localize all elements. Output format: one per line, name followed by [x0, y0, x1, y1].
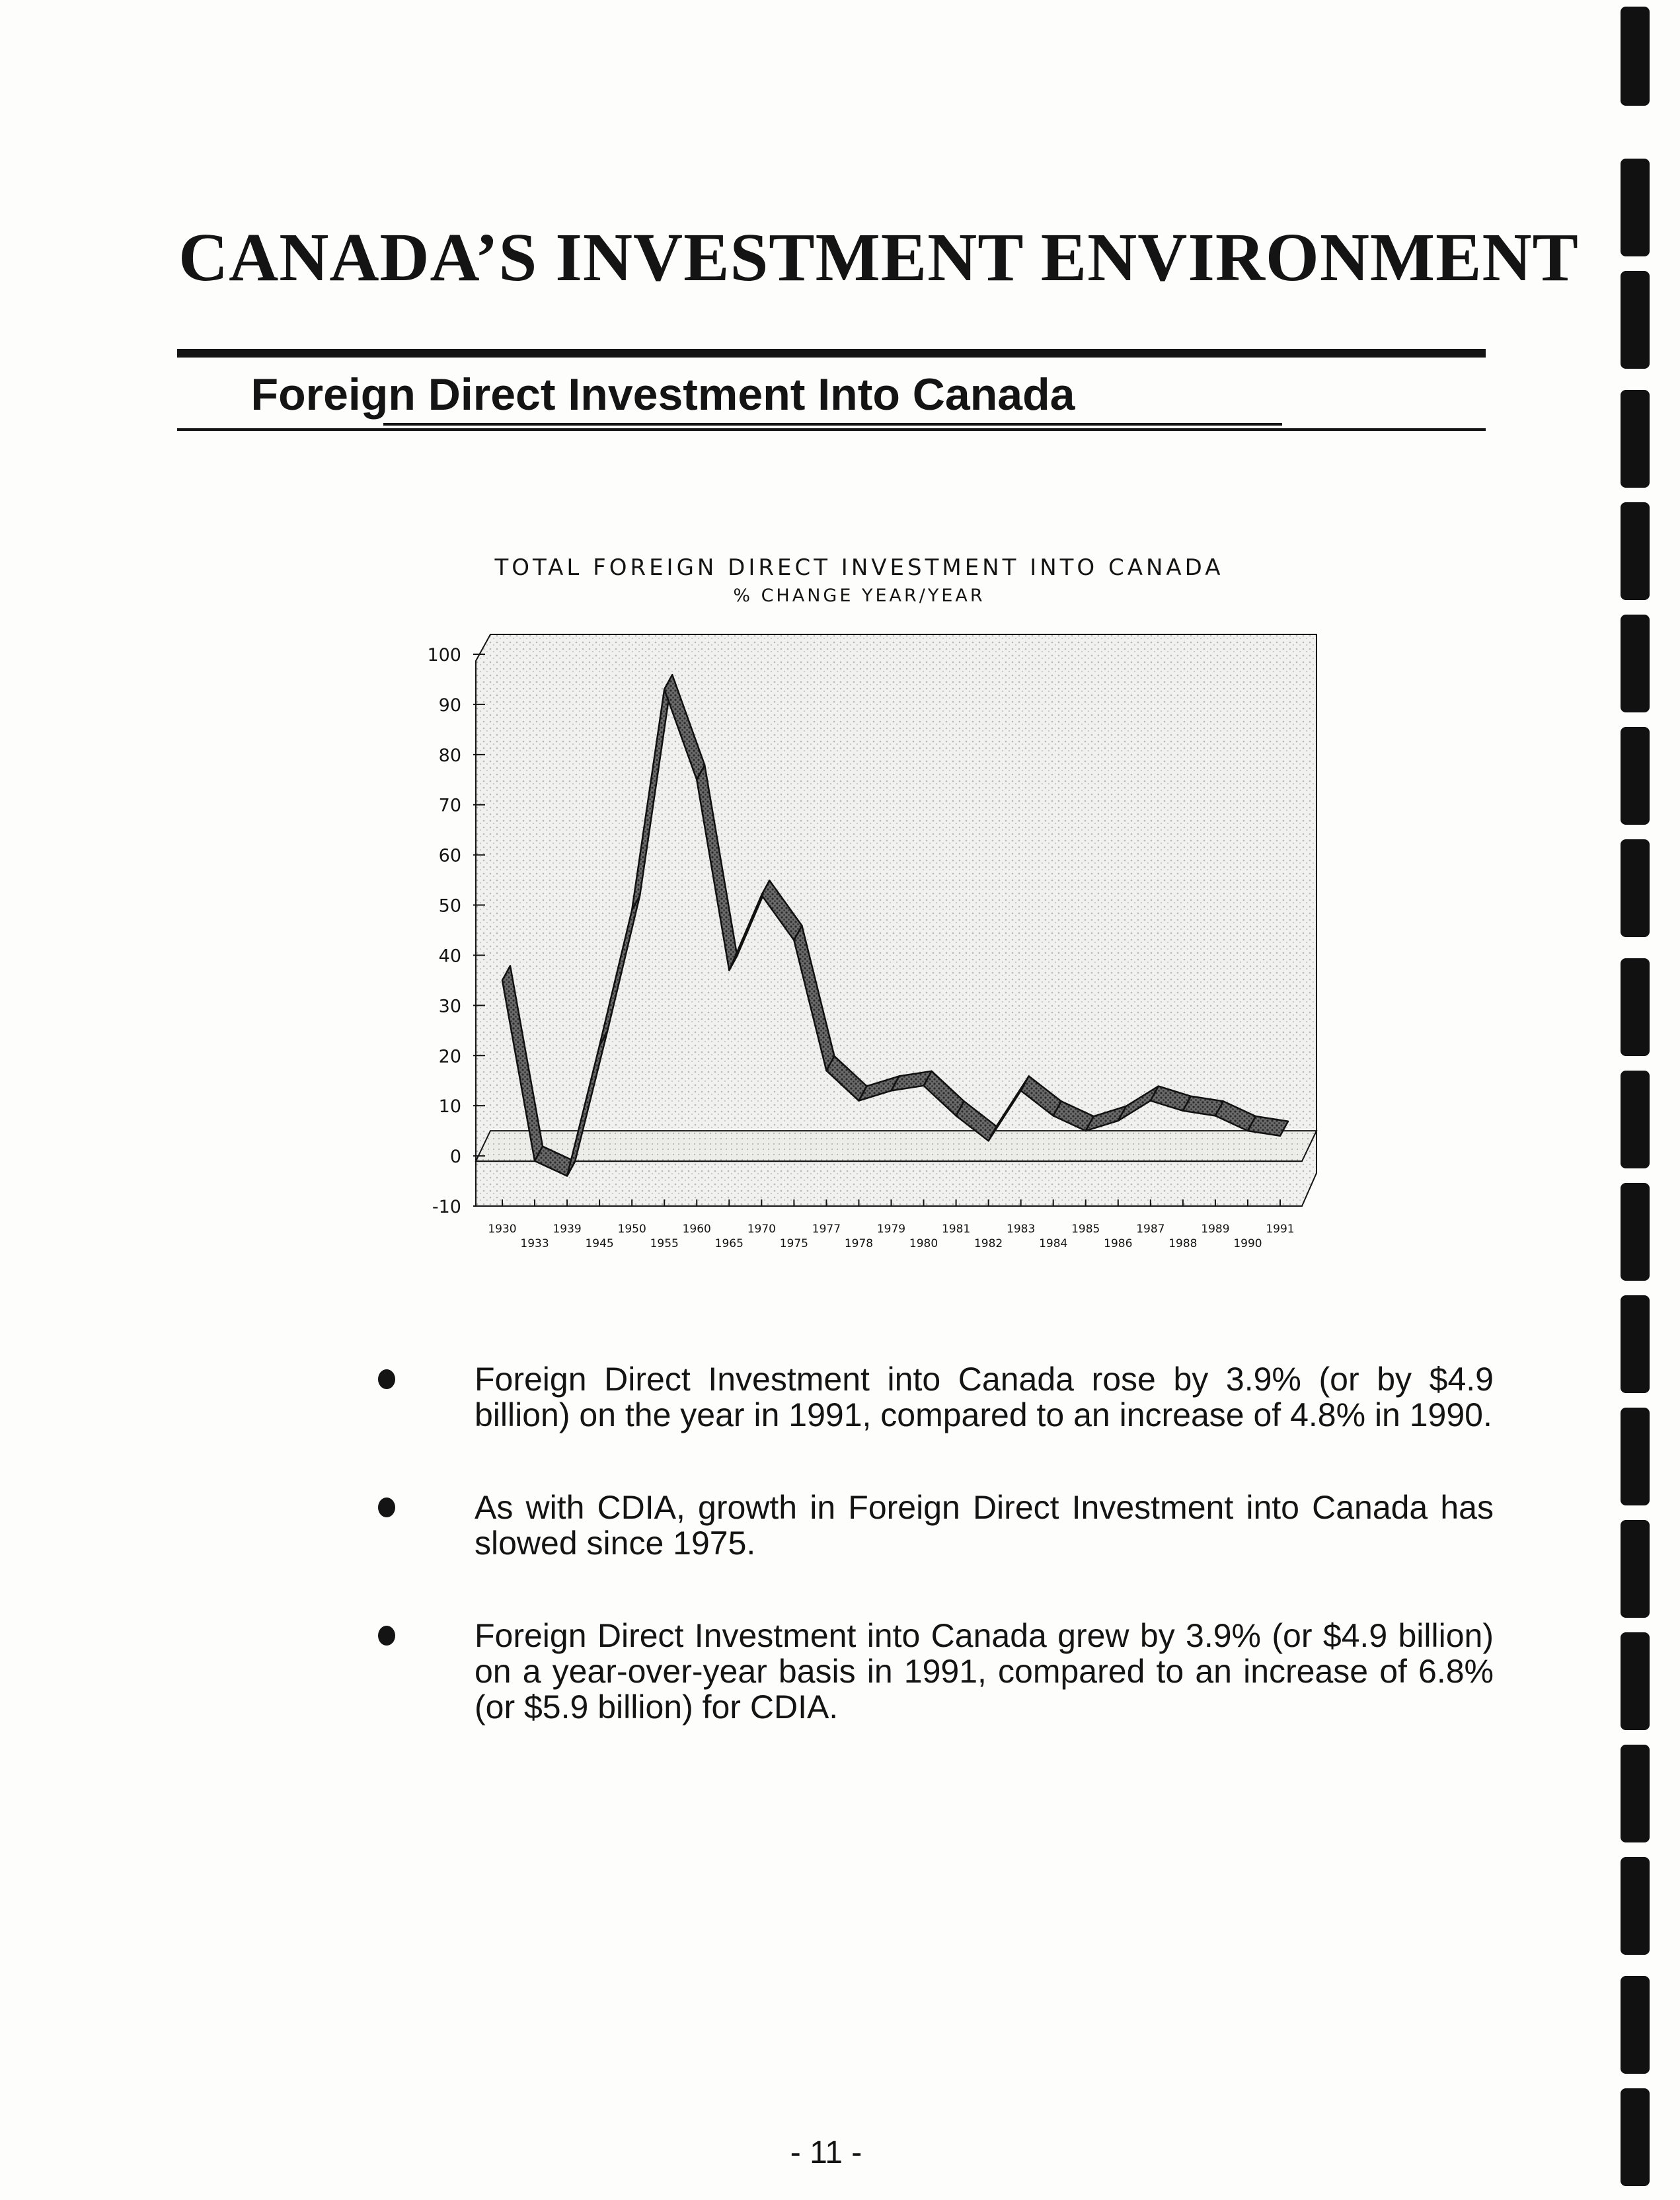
binding-tab [1621, 1183, 1650, 1281]
binding-tab [1621, 1857, 1650, 1955]
x-tick-label: 1986 [1104, 1237, 1133, 1250]
x-tick-label: 1985 [1071, 1223, 1100, 1236]
x-tick-label: 1984 [1039, 1237, 1068, 1250]
x-tick-label: 1990 [1233, 1237, 1262, 1250]
section-subtitle: Foreign Direct Investment Into Canada [250, 369, 1075, 420]
bullet-item [357, 1618, 1494, 1725]
binding-tab [1621, 727, 1650, 825]
x-tick-label: 1982 [974, 1237, 1003, 1250]
y-tick-label: 60 [438, 845, 461, 866]
binding-tab [1621, 159, 1650, 256]
x-tick-label: 1988 [1168, 1237, 1198, 1250]
x-tick-label: 1980 [909, 1237, 938, 1250]
chart-zero-plane [476, 1131, 1317, 1161]
y-tick-label: 40 [438, 946, 461, 967]
binding-tab [1621, 1745, 1650, 1842]
bullet-text: Foreign Direct Investment into Canada grew by 3.9% (or $4.9 billion) on a year-over-year basis in 1991, compared to an increase of 6.8% (or $5.9 billion) for CDIA. [475, 1617, 1494, 1726]
x-tick-label: 1945 [585, 1237, 614, 1250]
bullet-list [357, 1361, 1494, 1782]
bullet-item [357, 1490, 1494, 1561]
x-tick-label: 1950 [617, 1223, 646, 1236]
binding-tab [1621, 1408, 1650, 1505]
page-title: CANADA’S INVESTMENT ENVIRONMENT [178, 219, 1579, 295]
page-number: - 11 - [790, 2135, 862, 2170]
section-rule [177, 428, 1486, 431]
y-tick-label: 70 [438, 795, 461, 816]
y-tick-label: -10 [432, 1197, 461, 1217]
binding-tab [1621, 502, 1650, 600]
bullet-dot [378, 1498, 395, 1517]
x-tick-label: 1987 [1136, 1223, 1165, 1236]
binding-tab [1621, 1520, 1650, 1618]
bullet-item [357, 1361, 1494, 1433]
x-tick-label: 1975 [779, 1237, 809, 1250]
binding-tab [1621, 2088, 1650, 2186]
x-tick-label: 1955 [650, 1237, 679, 1250]
binding-tab [1621, 390, 1650, 488]
binding-tab [1621, 1632, 1650, 1730]
x-tick-label: 1979 [876, 1223, 906, 1236]
binding-tab [1621, 1295, 1650, 1393]
subtitle-underline [383, 423, 1282, 426]
binding-tab [1621, 958, 1650, 1056]
y-tick-label: 80 [438, 745, 461, 766]
x-tick-label: 1991 [1266, 1223, 1295, 1236]
x-tick-label: 1989 [1201, 1223, 1230, 1236]
fdi-chart [397, 555, 1322, 1269]
x-tick-label: 1970 [747, 1223, 776, 1236]
y-tick-label: 100 [427, 645, 461, 665]
x-tick-label: 1983 [1007, 1223, 1036, 1236]
binding-tab [1621, 615, 1650, 712]
y-tick-label: 30 [438, 996, 461, 1017]
y-tick-label: 10 [438, 1096, 461, 1118]
bullet-text: As with CDIA, growth in Foreign Direct Investment into Canada has slowed since 1975. [475, 1489, 1494, 1562]
bullet-dot [378, 1369, 395, 1389]
x-tick-label: 1965 [714, 1237, 744, 1250]
x-tick-label: 1960 [682, 1223, 711, 1236]
chart-plot-area [476, 634, 1317, 1206]
chart-title: TOTAL FOREIGN DIRECT INVESTMENT INTO CANADA [494, 555, 1224, 581]
binding-tab [1621, 1071, 1650, 1168]
title-rule [177, 349, 1486, 358]
x-tick-label: 1939 [553, 1223, 582, 1236]
binding-tab [1621, 7, 1650, 106]
binding-tab [1621, 839, 1650, 937]
x-tick-label: 1977 [812, 1223, 841, 1236]
binding-tab [1621, 271, 1650, 369]
binding-tab [1621, 1976, 1650, 2074]
y-tick-label: 50 [438, 895, 461, 917]
chart-subtitle: % CHANGE YEAR/YEAR [733, 586, 985, 606]
x-tick-label: 1930 [488, 1223, 517, 1236]
x-tick-label: 1933 [520, 1237, 549, 1250]
y-tick-label: 90 [438, 695, 461, 716]
y-tick-label: 0 [449, 1147, 461, 1168]
x-tick-label: 1978 [844, 1237, 874, 1250]
y-tick-label: 20 [438, 1046, 461, 1067]
x-tick-label: 1981 [941, 1223, 971, 1236]
bullet-text: Foreign Direct Investment into Canada rose by 3.9% (or by $4.9 billion) on the year in 1991, compared to an increase of 4.8% in 1990. [475, 1361, 1494, 1433]
bullet-dot [378, 1626, 395, 1646]
